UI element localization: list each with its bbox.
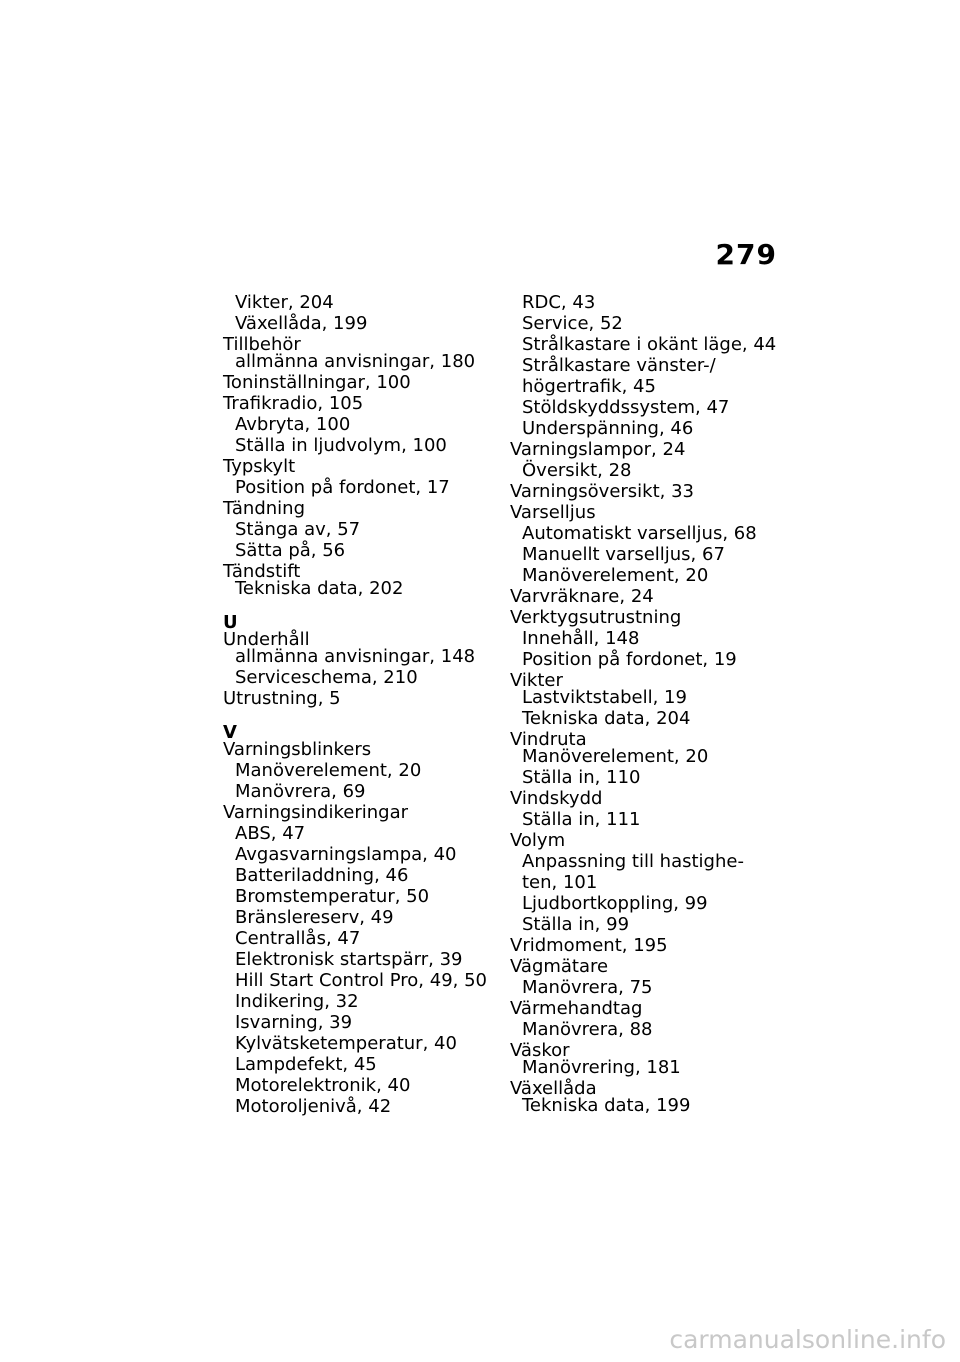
index-subentry: Lampdefekt, 45: [235, 1054, 377, 1075]
index-subentry-continued: högertrafik, 45: [522, 376, 656, 397]
index-subentry: Ställa in ljudvolym, 100: [235, 435, 447, 456]
index-entry: Värmehandtag: [510, 998, 643, 1019]
index-subentry: Strålkastare i okänt läge, 44: [522, 334, 777, 355]
index-letter-heading: V: [223, 722, 237, 743]
index-subentry: Manövrera, 69: [235, 781, 366, 802]
index-entry: Varningslampor, 24: [510, 439, 686, 460]
index-subentry-continued: ten, 101: [522, 872, 598, 893]
index-entry: Väskor: [510, 1040, 570, 1061]
index-entry: Varningsindikeringar: [223, 802, 409, 823]
index-subentry: Kylvätsketemperatur, 40: [235, 1033, 457, 1054]
index-column-right: [510, 292, 780, 1116]
index-subentry: Serviceschema, 210: [235, 667, 418, 688]
index-subentry: RDC, 43: [522, 292, 596, 313]
index-entry: Volym: [510, 830, 566, 851]
index-subentry: Isvarning, 39: [235, 1012, 353, 1033]
index-entry: Vikter: [510, 670, 563, 691]
index-subentry: Centrallås, 47: [235, 928, 361, 949]
index-entry: Varningsblinkers: [223, 739, 372, 760]
index-subentry: Elektronisk startspärr, 39: [235, 949, 463, 970]
page-number: 279: [715, 238, 777, 271]
index-subentry: Innehåll, 148: [522, 628, 640, 649]
index-subentry: Manöverelement, 20: [522, 746, 709, 767]
index-subentry: Tekniska data, 204: [522, 708, 691, 729]
watermark-footer: carmanualsonline.info: [669, 1325, 946, 1354]
index-subentry: Manövrering, 181: [522, 1057, 681, 1078]
index-subentry: Avbryta, 100: [235, 414, 351, 435]
index-entry: Tändstift: [223, 561, 301, 582]
index-entry: Toninställningar, 100: [223, 372, 411, 393]
index-entry: Varvräknare, 24: [510, 586, 654, 607]
index-entry: Underhåll: [223, 629, 310, 650]
index-subentry: Underspänning, 46: [522, 418, 694, 439]
index-subentry: Hill Start Control Pro, 49, 50: [235, 970, 487, 991]
index-entry: Vindruta: [510, 729, 587, 750]
index-subentry: Manöverelement, 20: [235, 760, 422, 781]
index-subentry: Bromstemperatur, 50: [235, 886, 430, 907]
index-subentry: Batteriladdning, 46: [235, 865, 409, 886]
index-entry: Tillbehör: [223, 334, 301, 355]
index-entry: Utrustning, 5: [223, 688, 341, 709]
index-subentry: Ställa in, 99: [522, 914, 630, 935]
index-subentry: Motorelektronik, 40: [235, 1075, 411, 1096]
index-entry: Varningsöversikt, 33: [510, 481, 694, 502]
index-subentry: Vikter, 204: [235, 292, 334, 313]
index-subentry: Indikering, 32: [235, 991, 359, 1012]
index-subentry: Tekniska data, 202: [235, 578, 404, 599]
index-entry: Vridmoment, 195: [510, 935, 668, 956]
index-entry: Typskylt: [223, 456, 296, 477]
index-subentry: ABS, 47: [235, 823, 306, 844]
index-subentry: Position på fordonet, 19: [522, 649, 737, 670]
index-subentry: Motoroljenivå, 42: [235, 1096, 392, 1117]
index-subentry: Stöldskyddssystem, 47: [522, 397, 730, 418]
index-subentry: Position på fordonet, 17: [235, 477, 450, 498]
index-subentry: Sätta på, 56: [235, 540, 346, 561]
index-subentry: Lastviktstabell, 19: [522, 687, 687, 708]
index-subentry: Service, 52: [522, 313, 623, 334]
index-subentry: Manövrera, 75: [522, 977, 653, 998]
index-entry: Vägmätare: [510, 956, 609, 977]
index-subentry: Automatiskt varselljus, 68: [522, 523, 757, 544]
index-letter-heading: U: [223, 612, 238, 633]
index-subentry: Växellåda, 199: [235, 313, 368, 334]
index-entry: Vindskydd: [510, 788, 603, 809]
index-entry: Trafikradio, 105: [223, 393, 364, 414]
index-subentry: Översikt, 28: [522, 460, 632, 481]
index-subentry: Strålkastare vänster-/: [522, 355, 716, 376]
index-subentry: Ställa in, 111: [522, 809, 641, 830]
index-subentry: Ljudbortkoppling, 99: [522, 893, 708, 914]
index-subentry: allmänna anvisningar, 148: [235, 646, 476, 667]
index-subentry: Anpassning till hastighe-: [522, 851, 744, 872]
index-subentry: Tekniska data, 199: [522, 1095, 691, 1116]
index-subentry: allmänna anvisningar, 180: [235, 351, 476, 372]
index-subentry: Avgasvarningslampa, 40: [235, 844, 457, 865]
index-column-left: [223, 292, 493, 1117]
index-entry: Växellåda: [510, 1078, 597, 1099]
index-entry: Varselljus: [510, 502, 596, 523]
index-subentry: Stänga av, 57: [235, 519, 361, 540]
index-subentry: Bränslereserv, 49: [235, 907, 394, 928]
index-subentry: Ställa in, 110: [522, 767, 641, 788]
index-entry: Verktygsutrustning: [510, 607, 682, 628]
index-subentry: Manöverelement, 20: [522, 565, 709, 586]
index-subentry: Manövrera, 88: [522, 1019, 653, 1040]
index-entry: Tändning: [223, 498, 306, 519]
index-subentry: Manuellt varselljus, 67: [522, 544, 725, 565]
